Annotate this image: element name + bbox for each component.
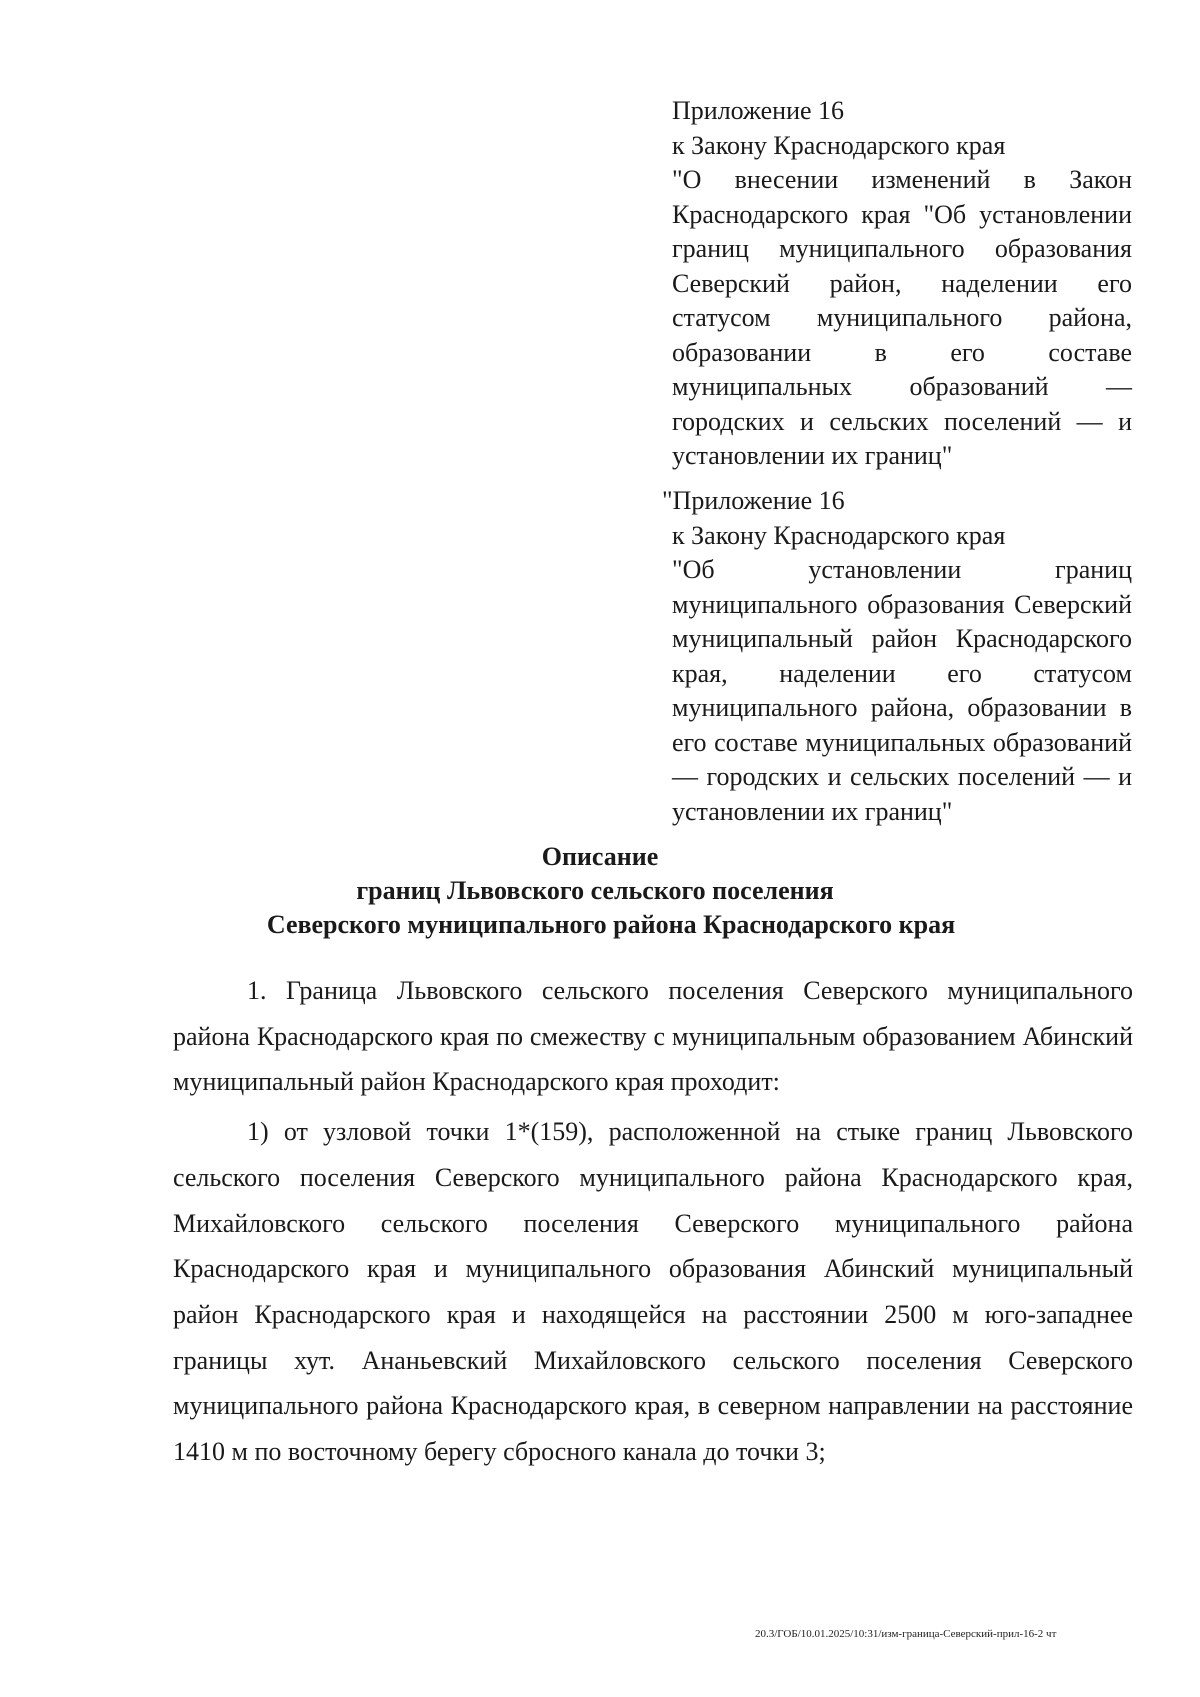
document-title <box>0 840 1200 942</box>
title-line-3: Северского муниципального района Краснодарского края <box>266 910 956 939</box>
appendix-heading: Приложение 16 <box>672 96 845 125</box>
appendix-law-reference: к Закону Краснодарского края <box>672 520 1006 550</box>
appendix-amendment-block <box>672 94 1132 474</box>
appendix-law-reference: к Закону Краснодарского края <box>672 130 1006 160</box>
appendix-law-title: "О внесении изменений в Закон Краснодарского края "Об установлении границ муниципального образования Северский район, наделении его статусом муниципального района, образовании в его составе муниципальных образований — городских и сельских поселений — и установлении их границ" <box>672 165 1132 470</box>
paragraph-1: 1. Граница Львовского сельского поселения Северского муниципального района Краснодарского края по смежеству с муниципальным образованием Абинский муниципальный район Краснодарского края проходит: <box>173 976 1133 1097</box>
paragraph-2: 1) от узловой точки 1*(159), расположенной на стыке границ Львовского сельского поселения Северского муниципального района Краснодарского края, Михайловского сельского поселения Северского муниципального района Краснодарского края и муниципального образования Абинский муниципальный район Краснодарского края и находящейся на расстоянии 2500 м юго-западнее границы хут. Ананьевский Михайловского сельского поселения Северского муниципального района Краснодарского края, в северном направлении на расстояние 1410 м по восточному берегу сбросного канала до точки 3; <box>173 1117 1133 1467</box>
title-line-1: Описание <box>541 842 659 871</box>
appendix-law-title: "Об установлении границ муниципального образования Северский муниципальный район Краснодарского края, наделении его статусом муниципального района, образовании в его составе муниципальных образований — городских и сельских поселений — и установлении их границ" <box>672 555 1132 826</box>
title-line-2: границ Львовского сельского поселения <box>356 876 834 905</box>
appendix-original-block <box>662 484 1132 829</box>
appendix-heading: "Приложение 16 <box>662 486 845 515</box>
footer-document-code: 20.3/ГОБ/10.01.2025/10:31/изм-граница-Северский-прил-16-2 чт <box>755 1628 1057 1640</box>
document-body <box>173 968 1133 1479</box>
